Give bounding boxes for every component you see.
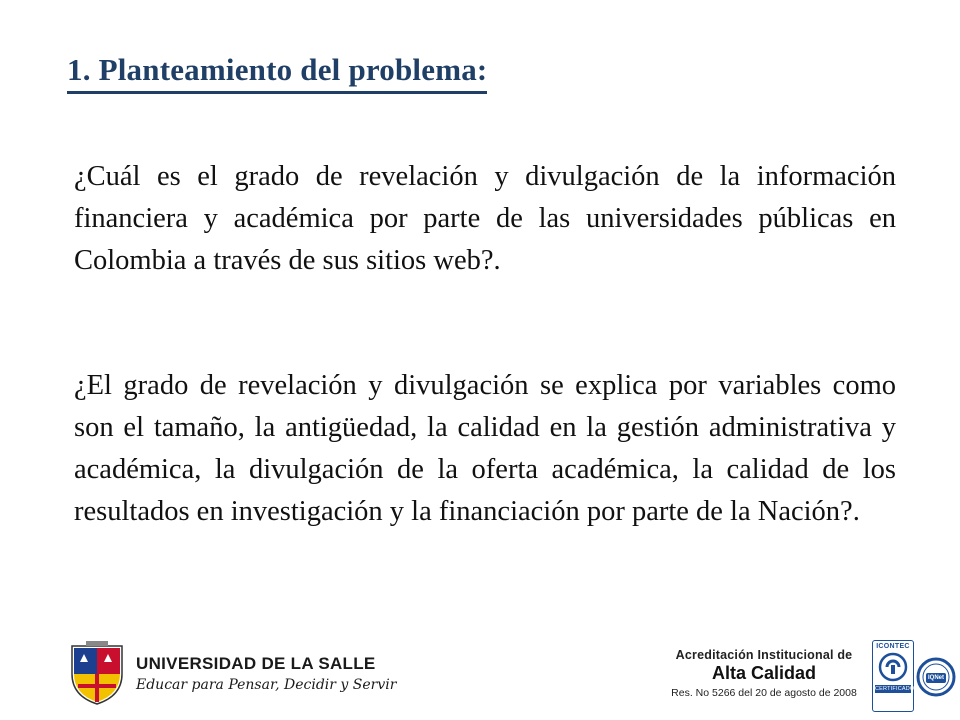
icontec-certification-badge [872,640,914,712]
question-2: ¿El grado de revelación y divulgación se explica por variables como son el tamaño, la antigüedad, la calidad en la gestión administrativa y académica, la divulgación de la oferta académica, la calidad de los resultados en investigación y la financiación por parte de la Nación?. [74,370,896,527]
accreditation-line-2: Alta Calidad [711,663,817,683]
accreditation-block [664,648,864,704]
icontec-certified-label: CERTIFICADO [875,686,915,692]
university-motto: Educar para Pensar, Decidir y Servir [136,677,397,693]
icontec-label: ICONTEC [876,643,910,650]
university-crest-icon [66,640,128,706]
university-name: UNIVERSIDAD DE LA SALLE [136,654,376,673]
accreditation-line-1: Acreditación Institucional de [675,648,853,662]
iqnet-certification-badge [916,643,960,703]
slide-title: 1. Planteamiento del problema: [67,52,487,94]
university-logo [66,638,397,708]
question-1: ¿Cuál es el grado de revelación y divulgación de la información financiera y académica por parte de las universidades públicas en Colombia a través de sus sitios web?. [74,161,896,276]
icontec-logo-icon [878,652,908,682]
accreditation-resolution: Res. No 5266 del 20 de agosto de 2008 [671,687,857,699]
iqnet-label: IQNet [927,675,944,681]
